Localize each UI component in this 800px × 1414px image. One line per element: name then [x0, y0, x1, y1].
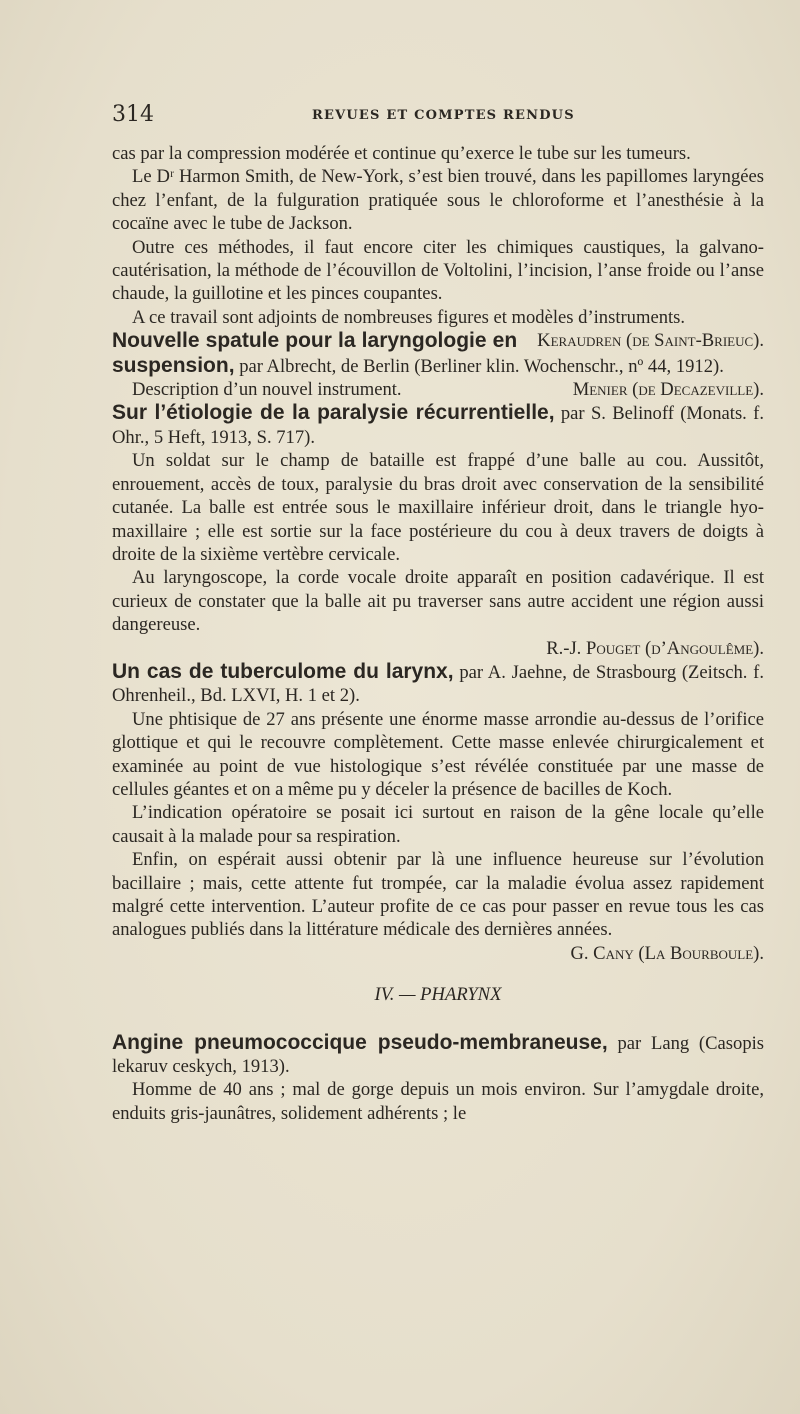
- article-body: [112, 142, 764, 1125]
- paragraph: [112, 306, 764, 352]
- paragraph: Le Dʳ Harmon Smith, de New-York, s’est bien trouvé, dans les papillomes laryngées chez l’enfant, de la fulguration pratiquée sous le chloroforme et l’anesthésie à la cocaïne avec le tube de Jackson.: [112, 166, 764, 235]
- signature: Keraudren (de Saint-Brieuc).: [537, 330, 764, 352]
- article-title: Sur l’étiologie de la paralysie récurrentielle,: [112, 401, 555, 425]
- signature: Menier (de Decazeville).: [572, 379, 764, 401]
- article-reference: par A. Jaehne, de Strasbourg (Zeitsch. f. Ohrenheil., Bd. LXVI, H. 1 et 2).: [112, 661, 765, 707]
- article-heading: [112, 1031, 764, 1079]
- section-title: IV. — PHARYNX: [374, 984, 502, 1006]
- page-header: [112, 102, 764, 132]
- article-heading: [112, 401, 764, 449]
- running-head: REVUES ET COMPTES RENDUS: [312, 108, 575, 123]
- paragraph-text: Description d’un nouvel instrument.: [132, 379, 402, 401]
- paragraph: Outre ces méthodes, il faut encore citer les chimiques caustiques, la galvano-cautérisation, la méthode de l’écouvillon de Voltolini, l’incision, l’anse froide ou l’anse chaude, la guillotine et les pinces coupantes.: [112, 236, 764, 305]
- paragraph: Au laryngoscope, la corde vocale droite apparaît en position cadavérique. Il est curieux de constater que la balle ait pu traverser sans autre accident une région aussi dangereuse.: [112, 567, 764, 636]
- paragraph: Un soldat sur le champ de bataille est frappé d’une balle au cou. Aussitôt, enrouement, accès de toux, paralysie du bras droit avec conservation de la sensibilité cutanée. La balle est entrée sous le maxillaire inférieur droit, dans le triangle hyo-maxillaire ; elle est sortie sur la face postérieure du cou à deux travers de doigts à droite de la sixième vertèbre cervicale.: [112, 450, 764, 565]
- signature: G. Cany (La Bourboule).: [570, 942, 764, 964]
- paragraph-text: A ce travail sont adjoints de nombreuses figures et modèles d’instruments.: [132, 306, 686, 328]
- article-reference: par Lang (Casopis lekaruv ceskych, 1913).: [112, 1032, 765, 1078]
- page-number: 314: [112, 102, 154, 127]
- paragraph: Une phtisique de 27 ans présente une énorme masse arrondie au-dessus de l’orifice glottique et qui le recouvre complètement. Cette masse enlevée chirurgicalement et examinée au point de vue histologique s’est révélée constituée par une masse de cellules géantes et on a même pu y déceler la présence de bacilles de Koch.: [112, 708, 764, 800]
- paragraph: cas par la compression modérée et continue qu’exerce le tube sur les tumeurs.: [112, 143, 691, 164]
- article-reference: par S. Belinoff (Monats. f. Ohr., 5 Heft, 1913, S. 717).: [112, 403, 764, 448]
- article-title: Nouvelle spatule pour la laryngologie en suspension,: [112, 329, 518, 377]
- article-heading: [112, 660, 764, 708]
- article-reference: par Albrecht, de Berlin (Berliner klin. Wochenschr., nº 44, 1912).: [239, 355, 724, 377]
- paragraph: L’indication opératoire se posait ici surtout en raison de la gêne locale qu’elle causait à la malade pour sa respiration.: [112, 802, 764, 847]
- article-title: Angine pneumococcique pseudo-membraneuse,: [112, 1030, 608, 1054]
- article-title: Un cas de tuberculome du larynx,: [112, 659, 454, 683]
- paragraph: Enfin, on espérait aussi obtenir par là une influence heureuse sur l’évolution bacillaire ; mais, cette attente fut trompée, car la maladie évolua assez rapidement malgré cette intervention. L’auteur profite de ce cas pour passer en revue tous les cas analogues publiés dans la littérature médicale des dernières années.: [112, 849, 764, 941]
- paragraph: Homme de 40 ans ; mal de gorge depuis un mois environ. Sur l’amygdale droite, enduits gris-jaunâtres, solidement adhérents ; le: [112, 1079, 764, 1124]
- signature: R.-J. Pouget (d’Angoulême).: [546, 637, 764, 659]
- paragraph: [112, 378, 764, 401]
